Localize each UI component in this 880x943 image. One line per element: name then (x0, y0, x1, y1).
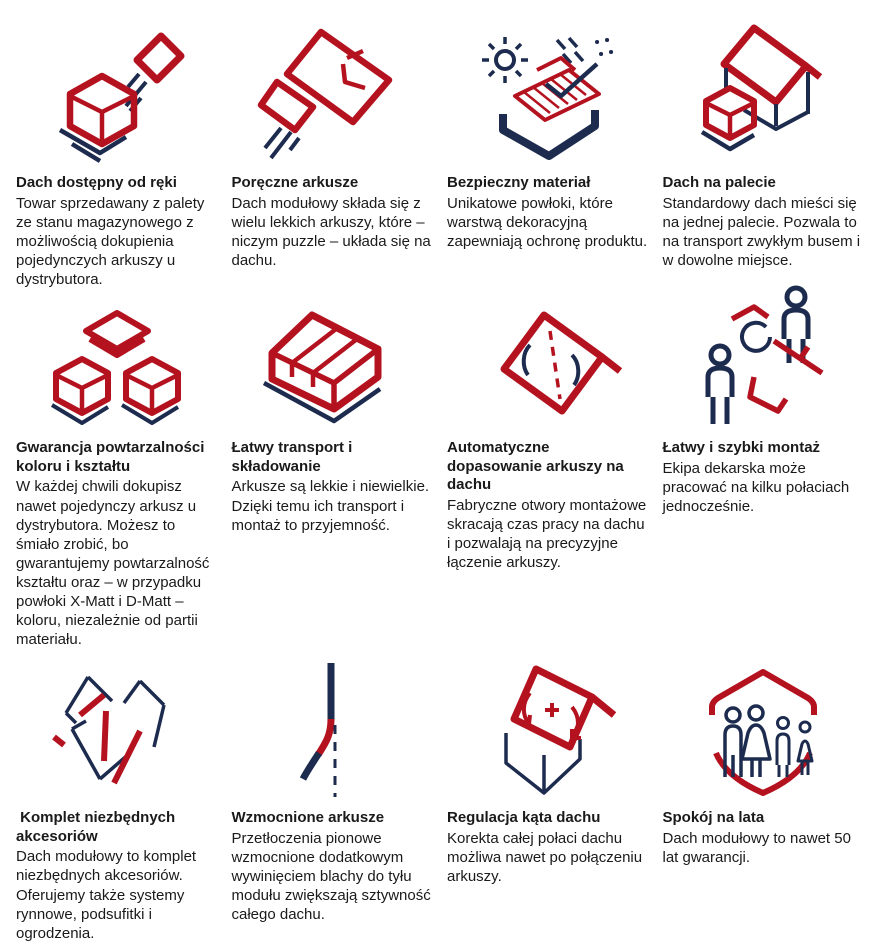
feature-card-transport (232, 307, 434, 649)
feature-card-accessories (16, 667, 218, 943)
feature-body: Fabryczne otwory montażowe skracają czas pracy na dachu i pozwalają na precyzyjne łączenie arkuszy. (447, 497, 647, 572)
easy-transport-icon (232, 307, 434, 429)
feature-card-autofit (447, 307, 649, 649)
feature-title: Łatwy transport i składowanie (231, 438, 357, 475)
roof-angle-adjust-icon (447, 667, 649, 799)
feature-title: Automatyczne dopasowanie arkuszy na dachu (447, 438, 628, 494)
feature-title: Łatwy i szybki montaż (662, 438, 821, 456)
feature-body: W każdej chwili dokupisz nawet pojedynczy arkusz u dystrybutora. Możesz to śmiało zrobić, bo gwarantujemy powtarzalność kształtu oraz – w przypadku powłoki X-Matt i D-Matt – koloru, niezależnie od partii materiału. (16, 478, 210, 648)
box-available-icon (16, 14, 218, 164)
feature-card-safe-material (447, 14, 649, 289)
feature-title: Poręczne arkusze (231, 174, 359, 191)
feature-title: Regulacja kąta dachu (447, 808, 601, 826)
feature-card-angle (447, 667, 649, 943)
auto-fit-icon (447, 307, 649, 429)
feature-card-pallet (663, 14, 865, 289)
handy-sheets-icon (232, 14, 434, 164)
feature-body: Dach modułowy składa się z wielu lekkich arkuszy, które – niczym puzzle – układa się na dachu. (231, 194, 431, 269)
feature-body: Dach modułowy to nawet 50 lat gwarancji. (662, 829, 851, 866)
warranty-shield-icon (663, 667, 865, 799)
feature-title: Dach na palecie (662, 174, 776, 191)
reinforced-sheets-icon (232, 667, 434, 799)
color-repeatability-icon (16, 307, 218, 429)
accessories-kit-icon (16, 667, 218, 799)
feature-body: Unikatowe powłoki, które warstwą dekoracyjną zapewniają ochronę produktu. (447, 194, 648, 250)
feature-body: Ekipa dekarska może pracować na kilku połaciach jednocześnie. (662, 459, 850, 515)
feature-card-quick-install (663, 307, 865, 649)
feature-title: Dach dostępny od ręki (16, 174, 177, 191)
feature-body: Dach modułowy to komplet niezbędnych akcesoriów. Oferujemy także systemy rynnowe, podsufitki i ogrodzenia. (16, 848, 197, 942)
quick-install-icon (663, 307, 865, 429)
feature-card-handy-sheets (232, 14, 434, 289)
roof-on-pallet-icon (663, 14, 865, 164)
safe-material-icon (447, 14, 649, 164)
feature-title: Bezpieczny materiał (447, 174, 591, 191)
feature-body: Standardowy dach mieści się na jednej palecie. Pozwala to na transport zwykłym busem i w dowolne miejsce. (662, 194, 861, 269)
feature-body: Korekta całej połaci dachu możliwa nawet po połączeniu arkuszy. (447, 829, 643, 885)
feature-title: Spokój na lata (662, 808, 765, 826)
feature-title: Gwarancja powtarzalności koloru i kształtu (16, 438, 209, 475)
feature-title: Komplet niezbędnych akcesoriów (16, 808, 180, 845)
feature-title: Wzmocnione arkusze (231, 808, 385, 826)
feature-card-reinforced (232, 667, 434, 943)
feature-card-warranty (663, 667, 865, 943)
feature-body: Arkusze są lekkie i niewielkie. Dzięki temu ich transport i montaż to przyjemność. (231, 478, 430, 534)
feature-card-available (16, 14, 218, 289)
feature-body: Towar sprzedawany z palety ze stanu magazynowego z możliwością dokupienia pojedynczych arkuszy u dystrybutora. (16, 194, 205, 288)
feature-card-repeatability (16, 307, 218, 649)
feature-body: Przetłoczenia pionowe wzmocnione dodatkowym wywinięciem blachy do tyłu modułu zwiększają sztywność całego dachu. (231, 829, 431, 923)
